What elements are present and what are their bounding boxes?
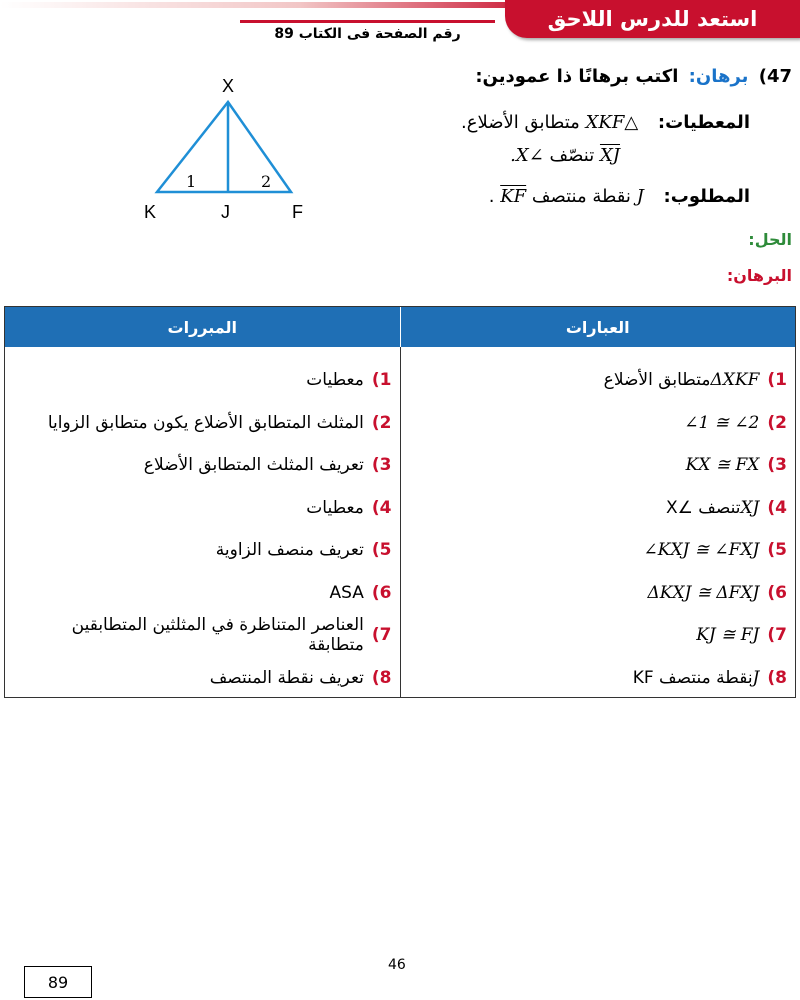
statement-row — [401, 614, 796, 657]
statement-math: KJ ≅ FJ — [696, 625, 760, 646]
required-end: . — [488, 186, 495, 207]
angle-label-2: 2 — [261, 172, 272, 191]
section-banner: استعد للدرس اللاحق — [505, 0, 800, 38]
label-j: J — [221, 202, 230, 222]
reason-text: معطيات — [306, 497, 364, 518]
required-text: نقطة منتصف — [531, 186, 631, 207]
two-column-proof-table — [4, 306, 796, 698]
statement-number: 8) — [767, 667, 787, 688]
statement-text: تنصف ∠X — [665, 497, 741, 518]
statement-row — [401, 359, 796, 402]
reason-number: 4) — [371, 497, 392, 518]
reason-text: تعريف منصف الزاوية — [215, 540, 364, 561]
reason-row — [5, 529, 400, 572]
reason-text: ASA — [329, 582, 364, 603]
question-line — [475, 66, 792, 87]
reason-row — [5, 444, 400, 487]
statement-row — [401, 572, 796, 615]
reason-row — [5, 487, 400, 530]
reason-row — [5, 402, 400, 445]
table-header — [5, 307, 795, 347]
statement-number: 7) — [767, 625, 787, 646]
reasons-column — [5, 347, 401, 697]
given-label: المعطيات: — [657, 112, 750, 133]
reason-number: 8) — [371, 667, 392, 688]
label-x: X — [222, 76, 235, 96]
reason-text: معطيات — [306, 370, 364, 391]
given-segment: XJ — [599, 145, 620, 166]
reason-text: المثلث المتطابق الأضلاع يكون متطابق الزوايا — [47, 412, 364, 433]
required-line — [489, 186, 750, 207]
statement-number: 6) — [767, 582, 787, 603]
question-number: 47) — [758, 66, 792, 87]
given-angle: ∠X. — [510, 145, 544, 166]
statement-math: J — [752, 667, 760, 688]
reason-number: 1) — [371, 370, 392, 391]
table-body — [5, 347, 795, 697]
header-reasons: المبررات — [5, 307, 401, 347]
statement-number: 1) — [767, 370, 787, 391]
question-instruction: اكتب برهانًا ذا عمودين: — [475, 66, 679, 87]
reason-row — [5, 572, 400, 615]
reason-text: تعريف نقطة المنتصف — [209, 667, 364, 688]
required-point: J — [636, 186, 644, 207]
reason-number: 3) — [371, 455, 392, 476]
solution-label: الحل: — [748, 230, 792, 249]
given-line-2 — [510, 145, 620, 166]
reason-text: تعريف المثلث المتطابق الأضلاع — [143, 455, 364, 476]
statement-text: نقطة منتصف KF — [632, 667, 753, 688]
statement-row — [401, 444, 796, 487]
reason-number: 2) — [371, 412, 392, 433]
reason-row — [5, 359, 400, 402]
required-label: المطلوب: — [663, 186, 750, 207]
page-number: 46 — [388, 957, 406, 973]
triangle-figure — [140, 72, 320, 222]
header-rule — [0, 2, 545, 8]
statement-number: 3) — [767, 455, 787, 476]
statement-text: متطابق الأضلاع — [603, 370, 711, 391]
header-statements: العبارات — [565, 317, 630, 337]
angle-label-1: 1 — [186, 172, 197, 191]
statement-number: 2) — [767, 412, 787, 433]
statement-number: 4) — [767, 497, 787, 518]
required-segment: KF — [500, 186, 527, 207]
reason-row — [5, 657, 400, 700]
reason-row — [5, 614, 400, 657]
statements-column — [401, 347, 796, 697]
statement-number: 5) — [767, 540, 787, 561]
page-reference: رقم الصفحة فى الكتاب 89 — [240, 20, 495, 45]
statement-math: ∠KXJ ≅ ∠FXJ — [643, 540, 760, 561]
reason-text: العناصر المتناظرة في المثلثين المتطابقين متطابقة — [71, 615, 364, 656]
statement-row — [401, 657, 796, 700]
label-f: F — [292, 202, 303, 222]
statement-math: XJ — [740, 497, 760, 518]
given-2-text: تنصّف — [549, 145, 595, 166]
statement-math: KX ≅ FX — [685, 455, 760, 476]
given-line-1 — [461, 112, 750, 133]
statement-row — [401, 529, 796, 572]
proof-label: البرهان: — [726, 266, 792, 285]
book-page-box: 89 — [24, 966, 92, 998]
statement-math: ∠1 ≅ ∠2 — [684, 412, 760, 433]
given-triangle: △XKF — [585, 112, 639, 133]
statement-math: ΔKXJ ≅ ΔFXJ — [647, 582, 760, 603]
reason-number: 7) — [371, 625, 392, 646]
statement-row — [401, 487, 796, 530]
statement-row — [401, 402, 796, 445]
reason-number: 5) — [371, 540, 392, 561]
question-topic: برهان: — [688, 66, 749, 87]
label-k: K — [144, 202, 157, 222]
reason-number: 6) — [371, 582, 392, 603]
statement-math: ΔXKF — [710, 370, 760, 391]
given-1-text: متطابق الأضلاع. — [461, 112, 580, 133]
